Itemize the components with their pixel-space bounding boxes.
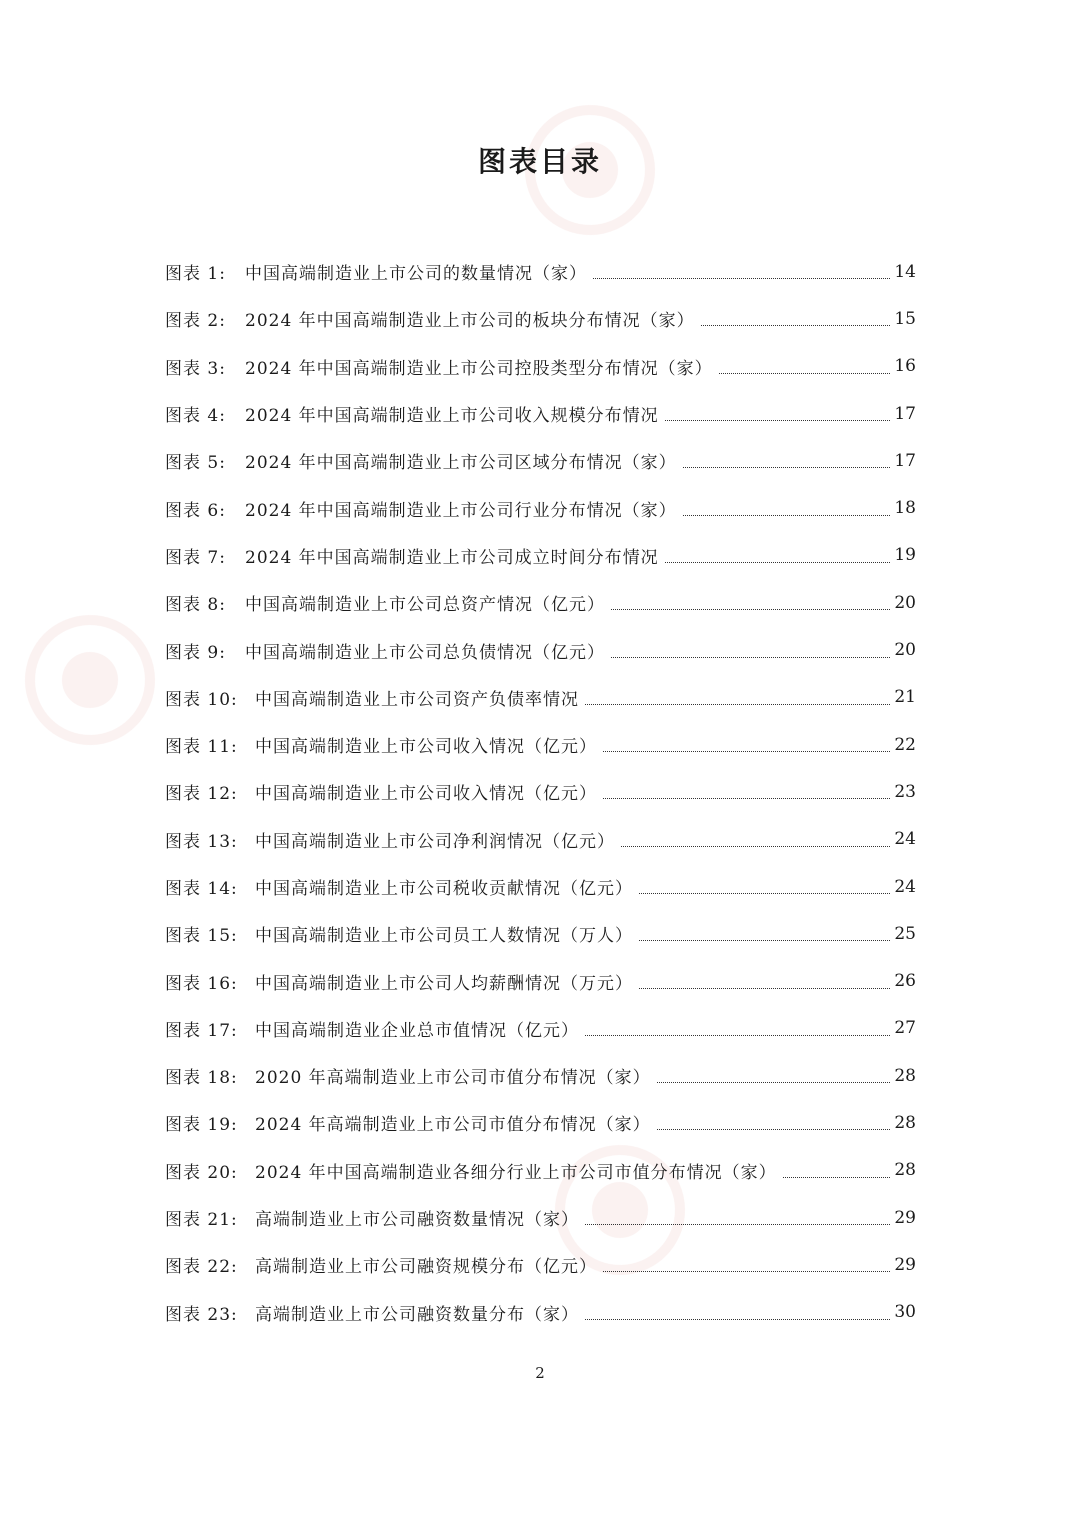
toc-entry[interactable]: [165, 1147, 916, 1194]
toc-dot-leader: [683, 467, 891, 468]
table-of-figures: [165, 248, 916, 1336]
toc-dot-leader: [657, 1082, 891, 1083]
toc-entry-page: 25: [894, 923, 916, 944]
toc-entry[interactable]: [165, 957, 916, 1004]
toc-dot-leader: [611, 609, 890, 610]
toc-entry-page: 14: [894, 261, 916, 282]
toc-entry-page: 20: [894, 592, 916, 613]
toc-entry-title: 中国高端制造业上市公司总负债情况（亿元）: [245, 642, 605, 663]
toc-entry-page: 29: [894, 1207, 916, 1228]
toc-entry[interactable]: [165, 674, 916, 721]
toc-entry-title: 2024 年中国高端制造业上市公司成立时间分布情况: [245, 547, 659, 568]
toc-entry-label: 图表 16:: [165, 973, 238, 994]
toc-entry-label: 图表 21:: [165, 1210, 238, 1231]
toc-entry[interactable]: [165, 863, 916, 910]
toc-entry-label: 图表 9:: [165, 642, 226, 663]
toc-entry-label: 图表 7:: [165, 547, 226, 568]
toc-entry-label: 图表 14:: [165, 879, 238, 899]
toc-entry-title: 中国高端制造业上市公司资产负债率情况: [255, 689, 579, 710]
toc-dot-leader: [585, 1319, 890, 1320]
toc-entry-title: 高端制造业上市公司融资数量情况（家）: [255, 1210, 579, 1231]
toc-entry-label: 图表 11:: [165, 737, 238, 758]
page-title: 图表目录: [477, 145, 602, 178]
toc-entry-label: 图表 15:: [165, 926, 238, 947]
toc-entry-label: 图表 12:: [165, 784, 238, 805]
toc-entry-label: 图表 5:: [165, 453, 226, 474]
toc-entry-page: 29: [894, 1254, 916, 1275]
toc-entry-title: 2024 年中国高端制造业上市公司行业分布情况（家）: [245, 500, 677, 521]
toc-entry[interactable]: [165, 532, 916, 579]
toc-entry-label: 图表 6:: [165, 500, 226, 521]
toc-entry[interactable]: [165, 484, 916, 531]
toc-entry[interactable]: [165, 816, 916, 863]
toc-dot-leader: [611, 657, 890, 658]
toc-entry-title: 中国高端制造业上市公司总资产情况（亿元）: [245, 595, 605, 616]
toc-entry-label: 图表 2:: [165, 311, 226, 332]
toc-entry-title: 2024 年中国高端制造业上市公司收入规模分布情况: [245, 406, 659, 427]
toc-dot-leader: [683, 515, 891, 516]
toc-entry[interactable]: [165, 390, 916, 437]
toc-entry-label: 图表 23:: [165, 1304, 238, 1325]
toc-entry[interactable]: [165, 1194, 916, 1241]
toc-entry-title: 中国高端制造业上市公司净利润情况（亿元）: [255, 831, 615, 852]
toc-entry-page: 26: [894, 971, 916, 992]
toc-dot-leader: [657, 1129, 891, 1130]
toc-entry-label: 图表 17:: [165, 1020, 238, 1041]
toc-entry-page: 17: [894, 403, 916, 424]
toc-dot-leader: [639, 940, 890, 941]
toc-entry[interactable]: [165, 295, 916, 342]
toc-dot-leader: [701, 325, 891, 326]
toc-entry[interactable]: [165, 626, 916, 673]
toc-dot-leader: [593, 278, 890, 279]
toc-dot-leader: [603, 798, 890, 799]
toc-entry-title: 2024 年中国高端制造业上市公司控股类型分布情况（家）: [245, 358, 713, 379]
toc-entry-label: 图表 19:: [165, 1115, 238, 1136]
toc-dot-leader: [639, 988, 890, 989]
toc-entry-page: 20: [894, 640, 916, 661]
toc-entry-page: 22: [894, 734, 916, 755]
toc-dot-leader: [719, 373, 891, 374]
toc-entry-label: 图表 4:: [165, 406, 226, 427]
toc-entry-page: 28: [894, 1112, 916, 1133]
toc-entry[interactable]: [165, 248, 916, 295]
toc-entry-page: 28: [894, 1065, 916, 1086]
toc-entry[interactable]: [165, 1005, 916, 1052]
toc-entry[interactable]: [165, 437, 916, 484]
toc-entry-label: 图表 22:: [165, 1257, 238, 1278]
toc-entry[interactable]: [165, 1052, 916, 1099]
toc-dot-leader: [665, 562, 891, 563]
toc-entry-page: 17: [894, 450, 916, 471]
toc-entry[interactable]: [165, 768, 916, 815]
toc-entry-title: 中国高端制造业企业总市值情况（亿元）: [255, 1020, 579, 1041]
toc-entry-page: 28: [894, 1160, 916, 1181]
toc-entry-page: 19: [894, 545, 916, 566]
toc-entry[interactable]: [165, 579, 916, 626]
toc-entry-label: 图表 1:: [165, 264, 226, 285]
toc-entry-page: 24: [894, 876, 916, 897]
toc-entry-title: 中国高端制造业上市公司收入情况（亿元）: [255, 784, 597, 805]
toc-entry-title: 2024 年中国高端制造业各细分行业上市公司市值分布情况（家）: [255, 1162, 777, 1183]
toc-entry-title: 2024 年中国高端制造业上市公司的板块分布情况（家）: [245, 311, 695, 332]
toc-entry[interactable]: [165, 1289, 916, 1336]
toc-entry-title: 2024 年中国高端制造业上市公司区域分布情况（家）: [245, 453, 677, 474]
toc-entry-title: 高端制造业上市公司融资数量分布（家）: [255, 1304, 579, 1325]
toc-entry-page: 16: [894, 356, 916, 377]
toc-entry-label: 图表 18:: [165, 1068, 238, 1089]
toc-entry[interactable]: [165, 721, 916, 768]
toc-entry-title: 中国高端制造业上市公司员工人数情况（万人）: [255, 926, 633, 947]
toc-dot-leader: [639, 893, 890, 894]
toc-entry-label: 图表 13:: [165, 831, 238, 852]
toc-entry-page: 30: [894, 1302, 916, 1323]
toc-entry[interactable]: [165, 1099, 916, 1146]
page-number: 2: [535, 1364, 545, 1382]
toc-entry-page: 21: [894, 687, 916, 708]
toc-entry-title: 中国高端制造业上市公司收入情况（亿元）: [255, 737, 597, 758]
toc-entry-page: 18: [894, 498, 916, 519]
toc-dot-leader: [585, 1224, 890, 1225]
toc-entry-page: 27: [894, 1018, 916, 1039]
toc-dot-leader: [603, 751, 890, 752]
toc-entry-label: 图表 20:: [165, 1162, 238, 1183]
toc-dot-leader: [621, 846, 890, 847]
toc-dot-leader: [783, 1177, 891, 1178]
toc-entry[interactable]: [165, 1241, 916, 1288]
toc-entry-label: 图表 10:: [165, 689, 238, 710]
toc-entry-title: 中国高端制造业上市公司税收贡献情况（亿元）: [255, 879, 633, 899]
toc-entry-page: 24: [894, 829, 916, 850]
toc-entry-page: 23: [894, 781, 916, 802]
toc-entry-label: 图表 3:: [165, 358, 226, 379]
toc-dot-leader: [665, 420, 891, 421]
toc-dot-leader: [585, 1035, 890, 1036]
toc-dot-leader: [603, 1271, 890, 1272]
toc-entry[interactable]: [165, 343, 916, 390]
toc-entry-title: 2024 年高端制造业上市公司市值分布情况（家）: [255, 1115, 651, 1136]
toc-entry[interactable]: [165, 910, 916, 957]
toc-entry-title: 2020 年高端制造业上市公司市值分布情况（家）: [255, 1068, 651, 1089]
toc-entry-label: 图表 8:: [165, 595, 226, 616]
toc-entry-page: 15: [894, 308, 916, 329]
toc-entry-title: 中国高端制造业上市公司人均薪酬情况（万元）: [255, 973, 633, 994]
toc-entry-title: 中国高端制造业上市公司的数量情况（家）: [245, 264, 587, 285]
toc-entry-title: 高端制造业上市公司融资规模分布（亿元）: [255, 1257, 597, 1278]
toc-dot-leader: [585, 704, 890, 705]
